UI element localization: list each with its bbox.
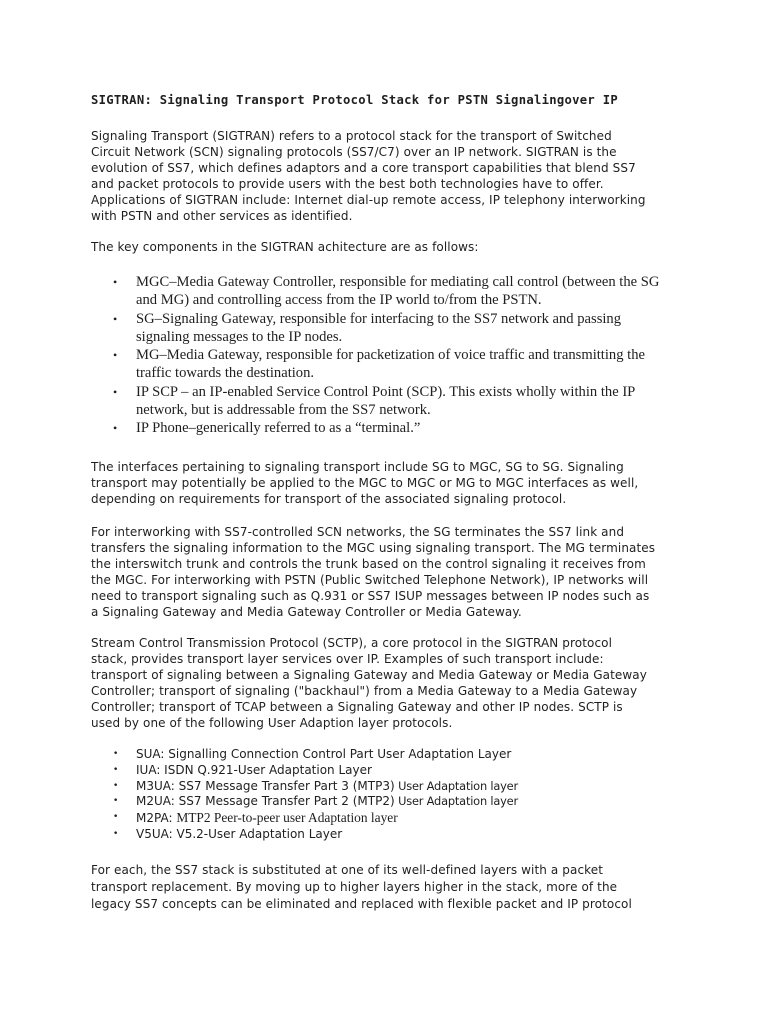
list-item-line: MG–Media Gateway, responsible for packetization of voice traffic and transmitting the bbox=[136, 347, 645, 364]
bullet-icon: • bbox=[113, 348, 118, 363]
adaptation-layers-list bbox=[110, 747, 518, 843]
sctp-line: Stream Control Transmission Protocol (SCTP), a core protocol in the SIGTRAN protocol bbox=[91, 636, 613, 650]
interfaces-line: depending on requirements for transport of the associated signaling protocol. bbox=[91, 492, 567, 506]
interfaces-line: The interfaces pertaining to signaling transport include SG to MGC, SG to SG. Signaling bbox=[91, 460, 624, 474]
bullet-icon: • bbox=[113, 275, 118, 289]
adaptation-layer-text: SUA: Signalling Connection Control Part User Adaptation Layer bbox=[136, 747, 512, 761]
sctp-line: stack, provides transport layer services over IP. Examples of such transport include: bbox=[91, 652, 604, 666]
interworking-line: the MGC. For interworking with PSTN (Public Switched Telephone Network), IP networks will bbox=[91, 573, 649, 587]
bullet-icon: • bbox=[113, 780, 119, 791]
intro-line: Applications of SIGTRAN include: Internet dial-up remote access, IP telephony interworking bbox=[91, 193, 646, 207]
key-components-intro bbox=[91, 239, 681, 255]
intro-line: Signaling Transport (SIGTRAN) refers to a protocol stack for the transport of Switched bbox=[91, 129, 612, 143]
interworking-line: For interworking with SS7-controlled SCN networks, the SG terminates the SS7 link and bbox=[91, 525, 625, 539]
adaptation-layer-text: V5UA: V5.2-User Adaptation Layer bbox=[136, 826, 343, 841]
adaptation-layer-text: M3UA: SS7 Message Transfer Part 3 (MTP3) bbox=[136, 778, 395, 793]
interworking-line: transfers the signaling information to the MGC using signaling transport. The MG terminates bbox=[91, 541, 656, 555]
intro-line: Circuit Network (SCN) signaling protocols (SS7/C7) over an IP network. SIGTRAN is the bbox=[91, 145, 617, 159]
list-item-line: traffic towards the destination. bbox=[136, 365, 315, 382]
list-item bbox=[110, 419, 659, 437]
list-item-line: IP SCP – an IP-enabled Service Control Point (SCP). This exists wholly within the IP bbox=[136, 383, 636, 400]
list-item bbox=[110, 810, 518, 827]
intro-line: with PSTN and other services as identified. bbox=[91, 209, 353, 223]
list-item bbox=[110, 827, 518, 843]
interfaces-line: transport may potentially be applied to the MGC to MGC or MG to MGC interfaces as well, bbox=[91, 476, 639, 490]
intro-line: evolution of SS7, which defines adaptors and a core transport capabilities that blend SS7 bbox=[91, 161, 636, 175]
document-title: SIGTRAN: Signaling Transport Protocol Stack for PSTN Signalingover IP bbox=[91, 93, 618, 107]
bullet-icon: • bbox=[113, 421, 118, 436]
interworking-line: a Signaling Gateway and Media Gateway Controller or Media Gateway. bbox=[91, 605, 522, 619]
list-item-line: IP Phone–generically referred to as a “terminal.” bbox=[136, 420, 421, 437]
interworking-line: the interswitch trunk and controls the trunk based on the control signaling it receives from bbox=[91, 557, 646, 571]
interworking-paragraph bbox=[91, 524, 681, 620]
list-item bbox=[110, 763, 518, 779]
list-item bbox=[110, 273, 659, 310]
adaptation-layer-text-extra: MTP2 Peer-to-peer user Adaptation layer bbox=[176, 810, 398, 826]
adaptation-layer-text: M2PA: bbox=[136, 811, 177, 826]
sctp-line: Controller; transport of signaling ("backhaul") from a Media Gateway to a Media Gateway bbox=[91, 684, 638, 698]
list-item-line: network, but is addressable from the SS7 network. bbox=[136, 402, 431, 419]
components-list bbox=[110, 273, 659, 438]
closing-line: transport replacement. By moving up to higher layers higher in the stack, more of the bbox=[91, 880, 618, 894]
list-item-line: signaling messages to the IP nodes. bbox=[136, 328, 343, 345]
bullet-icon: • bbox=[113, 764, 119, 775]
bullet-icon: • bbox=[113, 796, 119, 807]
interfaces-paragraph bbox=[91, 459, 681, 507]
list-item-line: SG–Signaling Gateway, responsible for interfacing to the SS7 network and passing bbox=[136, 310, 622, 327]
closing-paragraph bbox=[91, 862, 681, 913]
interworking-line: need to transport signaling such as Q.931 or SS7 ISUP messages between IP nodes such as bbox=[91, 589, 650, 603]
list-item bbox=[110, 794, 518, 810]
list-item bbox=[110, 779, 518, 795]
adaptation-layer-text: IUA: ISDN Q.921-User Adaptation Layer bbox=[136, 762, 372, 777]
list-item bbox=[110, 383, 659, 420]
list-item bbox=[110, 346, 659, 383]
list-item-line: MGC–Media Gateway Controller, responsible for mediating call control (between the SG bbox=[136, 274, 660, 290]
key-components-intro-text: The key components in the SIGTRAN achitecture are as follows: bbox=[91, 240, 479, 254]
intro-paragraph bbox=[91, 128, 681, 224]
list-item bbox=[110, 747, 518, 763]
sctp-line: transport of signaling between a Signaling Gateway and Media Gateway or Media Gateway bbox=[91, 668, 647, 682]
intro-line: and packet protocols to provide users with the best both technologies have to offer. bbox=[91, 177, 604, 191]
sctp-paragraph bbox=[91, 635, 681, 731]
list-item bbox=[110, 310, 659, 347]
bullet-icon: • bbox=[113, 749, 119, 759]
sctp-line: Controller; transport of TCAP between a Signaling Gateway and other IP nodes. SCTP is bbox=[91, 700, 623, 714]
bullet-icon: • bbox=[113, 812, 119, 823]
bullet-icon: • bbox=[113, 311, 118, 326]
adaptation-layer-text-extra: User Adaptation layer bbox=[394, 778, 518, 793]
list-item-line: and MG) and controlling access from the IP world to/from the PSTN. bbox=[136, 292, 542, 309]
adaptation-layer-text-extra: User Adaptation layer bbox=[394, 794, 518, 809]
closing-line: legacy SS7 concepts can be eliminated and replaced with flexible packet and IP protocol bbox=[91, 897, 632, 911]
sctp-line: used by one of the following User Adaption layer protocols. bbox=[91, 716, 453, 730]
closing-line: For each, the SS7 stack is substituted at one of its well-defined layers with a packet bbox=[91, 863, 604, 877]
adaptation-layer-text: M2UA: SS7 Message Transfer Part 2 (MTP2) bbox=[136, 794, 395, 809]
bullet-icon: • bbox=[113, 828, 119, 839]
bullet-icon: • bbox=[113, 384, 118, 399]
